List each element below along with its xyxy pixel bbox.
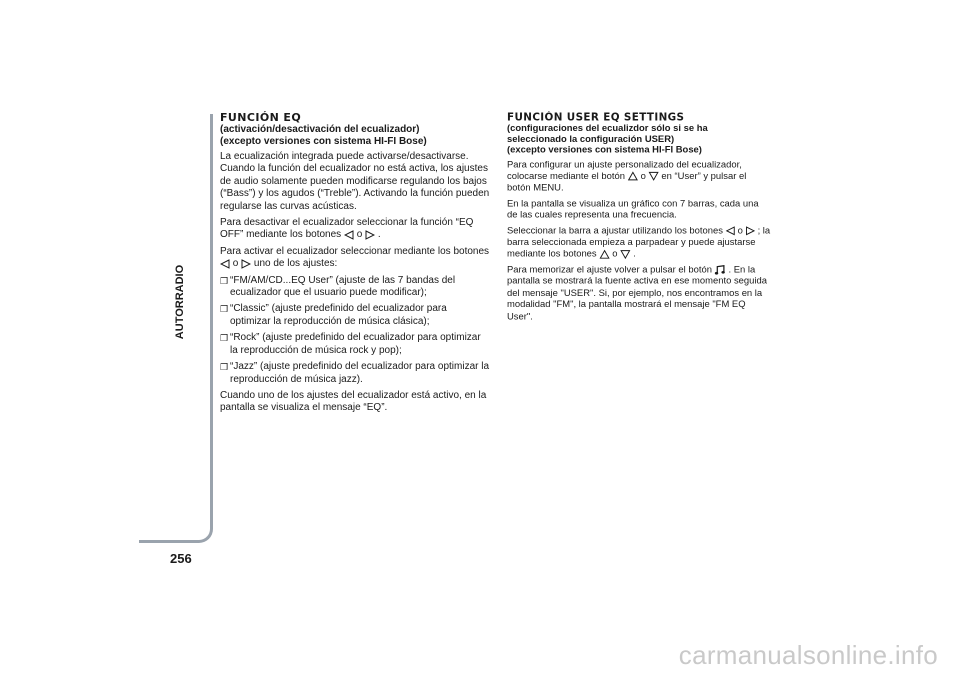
checkbox-bullet-icon: ❒ xyxy=(220,275,229,286)
down-arrow-icon xyxy=(648,172,658,181)
subtitle-line: (configuraciones del ecualizdor sólo si se ha xyxy=(507,123,708,134)
text-span: uno de los ajustes: xyxy=(253,258,338,270)
text-span: ; la barra seleccionada empieza a parpadear y puede ajustarse mediante los botones xyxy=(507,225,771,260)
paragraph xyxy=(220,246,490,271)
list-item xyxy=(220,332,490,357)
left-arrow-icon xyxy=(220,259,230,269)
subtitle-line: (excepto versiones con sistema HI-FI Bose) xyxy=(220,135,427,147)
text-span: o xyxy=(356,229,363,241)
list-item xyxy=(220,275,490,300)
text-span: . En la pantalla se mostrará la fuente activa en ese momento seguida del mensaje "USER". Si, por ejemplo, nos encontramos en la modalidad "FM", la pantalla mostrará el mensaje "FM EQ User". xyxy=(507,264,767,322)
list-item-text: “Rock” (ajuste predefinido del ecualizador para optimizar la reproducción de música rock y pop); xyxy=(230,332,481,356)
paragraph xyxy=(220,217,490,242)
section-title-user-eq: FUNCIÓN USER EQ SETTINGS xyxy=(507,111,685,124)
paragraph xyxy=(507,226,771,261)
text-span: en “User” y pulsar el botón MENU. xyxy=(507,171,747,194)
left-column xyxy=(220,112,490,419)
section-label: AUTORRADIO xyxy=(174,264,186,340)
down-arrow-icon xyxy=(620,249,630,258)
up-arrow-icon xyxy=(599,249,609,258)
text-span: o xyxy=(612,249,618,260)
left-arrow-icon xyxy=(726,226,735,235)
section-title-eq: FUNCIÓN EQ xyxy=(220,111,302,124)
text-span: Para memorizar el ajuste volver a pulsar el botón xyxy=(507,264,712,276)
left-arrow-icon xyxy=(344,230,354,240)
text-span: . xyxy=(377,229,381,241)
subtitle-line: seleccionado la configuración USER) xyxy=(507,134,675,145)
list-item xyxy=(220,361,490,386)
subtitle-line: (activación/desactivación del ecualizador) xyxy=(220,124,420,135)
text-span: Para activar el ecualizador seleccionar mediante los botones xyxy=(220,245,490,257)
text-span: o xyxy=(640,171,646,182)
right-column xyxy=(507,112,771,327)
checkbox-bullet-icon: ❒ xyxy=(220,333,229,344)
list-item-text: “Classic” (ajuste predefinido del ecualizador para optimizar la reproducción de música clásica); xyxy=(230,303,447,327)
page-number: 256 xyxy=(170,551,192,566)
text-span: Para configurar un ajuste personalizado del ecualizador, colocarse mediante el botón xyxy=(507,159,742,182)
list-item-text: “FM/AM/CD...EQ User” (ajuste de las 7 bandas del ecualizador que el usuario puede modificar); xyxy=(230,274,456,299)
checkbox-bullet-icon: ❒ xyxy=(220,362,229,373)
up-arrow-icon xyxy=(628,172,638,181)
paragraph: La ecualización integrada puede activarse/desactivarse. Cuando la función del ecualizador no está activa, los ajustes de audio solamente pueden modificarse regulando los bajos (“Bass”) y los agudos (“Treble”). Activando la función pueden regularse las curvas acústicas. xyxy=(220,151,490,212)
watermark-text: carmanualsonline.info xyxy=(678,640,938,670)
subtitle-line: (excepto versiones con sistema HI-FI Bose) xyxy=(507,145,702,156)
paragraph xyxy=(507,160,771,195)
text-span: o xyxy=(737,225,743,237)
paragraph xyxy=(507,265,771,324)
text-span: Seleccionar la barra a ajustar utilizando los botones xyxy=(507,225,723,237)
list-item xyxy=(220,303,490,328)
list-item-text: “Jazz” (ajuste predefinido del ecualizador para optimizar la reproducción de música jazz). xyxy=(230,361,490,385)
checkbox-bullet-icon: ❒ xyxy=(220,304,229,315)
right-arrow-icon xyxy=(241,259,251,269)
text-span: o xyxy=(232,258,239,270)
right-arrow-icon xyxy=(746,226,755,235)
right-arrow-icon xyxy=(365,230,375,240)
paragraph: En la pantalla se visualiza un gráfico con 7 barras, cada una de las cuales representa una frecuencia. xyxy=(507,198,759,221)
text-span: . xyxy=(633,249,636,260)
text-span: Para desactivar el ecualizador seleccionar la función “EQ OFF” mediante los botones xyxy=(220,217,474,241)
music-note-icon xyxy=(715,265,726,275)
paragraph: Cuando uno de los ajustes del ecualizador está activo, en la pantalla se visualiza el mensaje “EQ”. xyxy=(220,389,487,414)
